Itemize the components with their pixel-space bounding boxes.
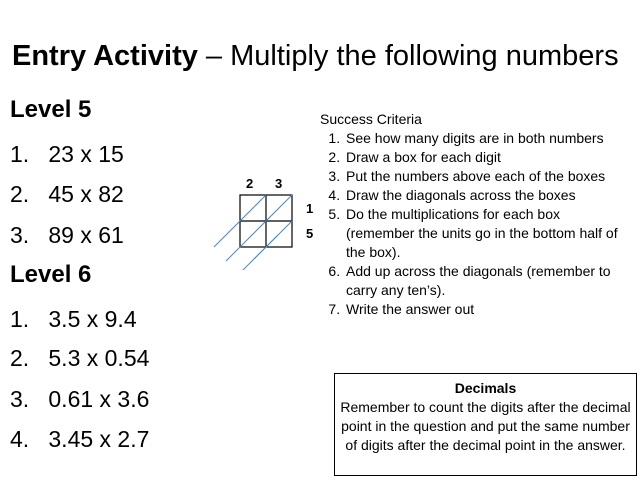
lattice-top-digit-1: 2 [246,176,254,191]
level6-problem-3 [10,386,149,413]
lattice-side-digit-1: 1 [306,201,314,216]
criteria-item: 3. Put the numbers above each of the boxes [344,167,630,186]
lattice-side-digit-2: 5 [306,226,314,241]
criteria-item: 4. Draw the diagonals across the boxes [344,186,630,205]
problem-text: 3.5 x 9.4 [48,306,137,332]
problem-number: 3. [10,386,30,412]
problem-text: 45 x 82 [48,181,124,207]
decimals-title: Decimals [454,380,517,396]
title-bold: Entry Activity [12,40,198,72]
level5-problem-3 [10,222,124,249]
problem-text: 23 x 15 [48,141,124,167]
criteria-item: 7. Write the answer out [344,300,630,319]
level5-problem-2 [10,181,124,208]
criteria-item: 2. Draw a box for each digit [344,148,630,167]
lattice-top-digit-2: 3 [275,176,283,191]
success-criteria-heading: Success Criteria [320,111,422,127]
problem-number: 1. [10,306,30,332]
level5-problem-1 [10,141,124,168]
problem-number: 2. [10,181,30,207]
problem-number: 4. [10,426,30,452]
level5-heading: Level 5 [10,96,92,123]
problem-number: 2. [10,345,30,371]
problem-text: 89 x 61 [48,222,124,248]
success-criteria-list [320,129,630,319]
lattice-grid [210,190,320,270]
problem-text: 3.45 x 2.7 [48,426,150,452]
lattice-diagonal [226,195,292,261]
problem-number: 1. [10,141,30,167]
success-criteria [320,110,630,319]
decimals-body: Remember to count the digits after the decimal point in the question and put the same number of digits after the decimal point in the answer. [340,399,631,453]
problem-text: 5.3 x 0.54 [48,345,150,371]
criteria-item: 1. See how many digits are in both numbers [344,129,630,148]
criteria-item: 5. Do the multiplications for each box (remember the units go in the bottom half of the box). [344,205,630,262]
level6-problem-2 [10,345,149,372]
level6-heading: Level 6 [10,261,92,288]
level6-problem-4 [10,426,149,453]
problem-number: 3. [10,222,30,248]
problem-text: 0.61 x 3.6 [48,386,150,412]
level6-problem-1 [10,306,137,333]
criteria-item: 6. Add up across the diagonals (remember to carry any ten’s). [344,262,630,300]
title-rest: – Multiply the following numbers [197,40,619,72]
page-title [12,40,632,73]
lattice-diagonals [214,195,292,270]
decimals-box [334,373,637,476]
